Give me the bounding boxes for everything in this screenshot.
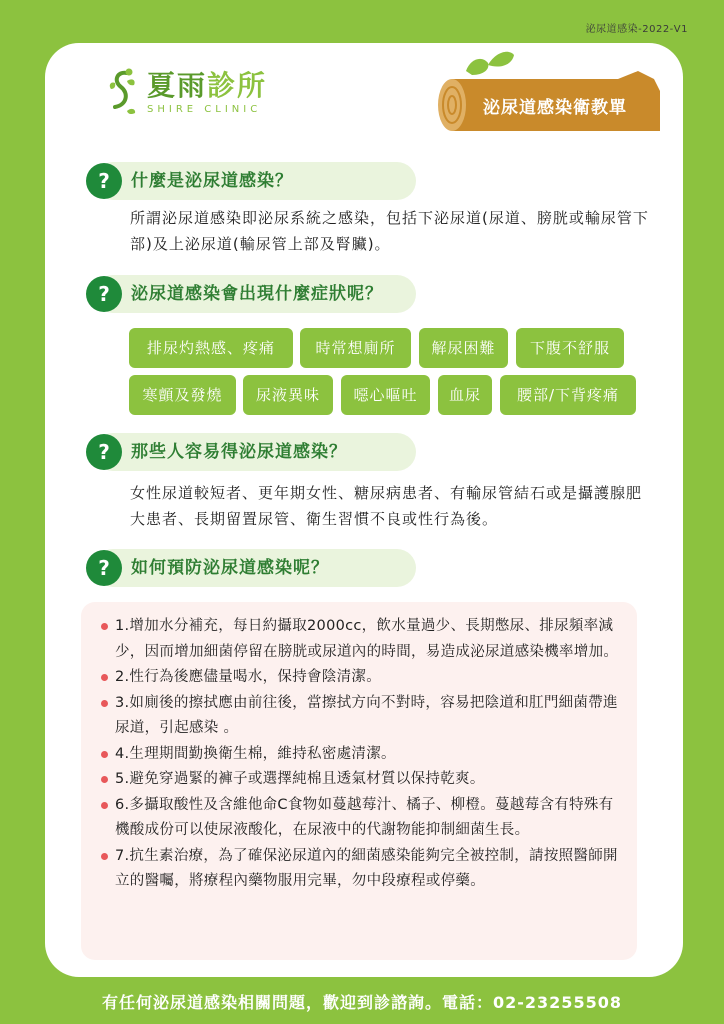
- symptom-tag: 寒顫及發燒: [129, 375, 236, 415]
- section-heading: [86, 275, 416, 313]
- section-title: 泌尿道感染會出現什麼症狀呢？: [131, 284, 383, 304]
- symptom-tag: 血尿: [438, 375, 492, 415]
- clinic-logo: [107, 67, 267, 117]
- section-title: 那些人容易得泌尿道感染？: [131, 442, 347, 462]
- prevention-list: [81, 602, 637, 960]
- list-item: 2.性行為後應儘量喝水，保持會陰清潔。: [101, 665, 619, 691]
- list-item: 6.多攝取酸性及含維他命C食物如蔓越莓汁、橘子、柳橙。蔓越莓含有特殊有機酸成份可以使尿液酸化，在尿液中的代謝物能抑制細菌生長。: [101, 793, 619, 844]
- banner-title: 泌尿道感染衛教單: [483, 98, 627, 118]
- clinic-english-name: SHIRE CLINIC: [147, 103, 262, 115]
- section-heading: [86, 549, 416, 587]
- section-heading: [86, 433, 416, 471]
- symptom-tag: 尿液異味: [243, 375, 333, 415]
- list-item: 1.增加水分補充，每日約攝取2000cc，飲水量過少、長期憋尿、排尿頻率減少，因而增加細菌停留在膀胱或尿道內的時間，易造成泌尿道感染機率增加。: [101, 614, 619, 665]
- section-body: 所謂泌尿道感染即泌尿系統之感染，包括下泌尿道(尿道、膀胱或輸尿管下部)及上泌尿道(輸尿管上部及腎臟)。: [130, 209, 649, 253]
- section-body: 女性尿道較短者、更年期女性、糖尿病患者、有輸尿管結石或是攝護腺肥大患者、長期留置尿管、衛生習慣不良或性行為後。: [130, 484, 643, 528]
- list-item: 3.如廁後的擦拭應由前往後，當擦拭方向不對時，容易把陰道和肛門細菌帶進尿道，引起感染 。: [101, 691, 619, 742]
- question-icon: ?: [86, 163, 122, 199]
- section-heading: [86, 162, 416, 200]
- clinic-logo-icon: [107, 67, 137, 117]
- list-item: 5.避免穿過緊的褲子或選擇純棉且透氣材質以保持乾爽。: [101, 767, 619, 793]
- symptom-tag: 腰部/下背疼痛: [500, 375, 636, 415]
- question-icon: ?: [86, 434, 122, 470]
- symptom-tag: 下腹不舒服: [516, 328, 624, 368]
- content-card: [45, 43, 683, 977]
- symptom-tag: 解尿困難: [419, 328, 508, 368]
- document-code: 泌尿道感染-2022-V1: [585, 24, 688, 35]
- clinic-name-part1: 夏雨: [147, 68, 208, 102]
- footer-contact: 有任何泌尿道感染相關問題，歡迎到診諮詢。電話：02-23255508: [102, 993, 622, 1012]
- list-item: 4.生理期間勤換衛生棉，維持私密處清潔。: [101, 742, 619, 768]
- list-item: 7.抗生素治療，為了確保泌尿道內的細菌感染能夠完全被控制，請按照醫師開立的醫囑，將療程內藥物服用完畢，勿中段療程或停藥。: [101, 844, 619, 895]
- clinic-name-part2: 診所: [207, 68, 268, 102]
- symptom-tag: 時常想廁所: [300, 328, 411, 368]
- question-icon: ?: [86, 550, 122, 586]
- symptom-tag: 噁心嘔吐: [341, 375, 430, 415]
- section-title: 如何預防泌尿道感染呢？: [131, 558, 329, 578]
- section-title: 什麼是泌尿道感染？: [131, 171, 293, 191]
- symptom-tag: 排尿灼熱感、疼痛: [129, 328, 293, 368]
- question-icon: ?: [86, 276, 122, 312]
